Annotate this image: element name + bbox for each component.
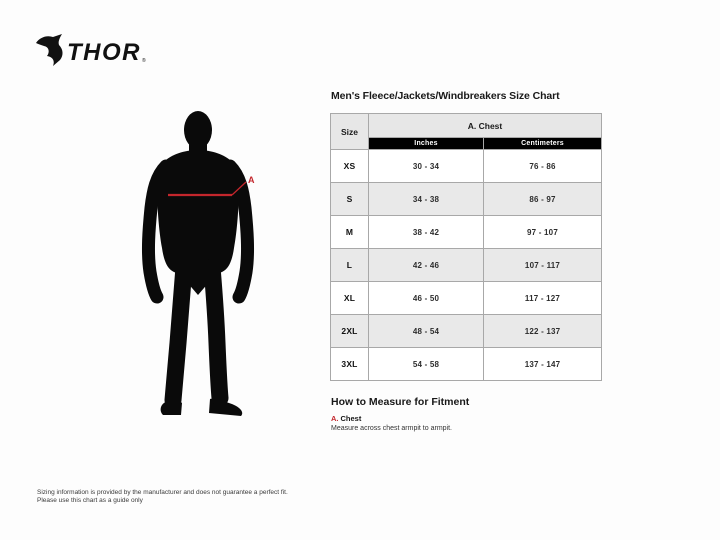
measurement-label-a: A: [248, 175, 255, 185]
brand-logo: [34, 33, 152, 72]
centimeters-cell: 97 - 107: [484, 216, 602, 249]
centimeters-cell: 86 - 97: [484, 183, 602, 216]
size-cell: 2XL: [331, 315, 369, 348]
footer-line-2: Please use this chart as a guide only: [37, 497, 143, 504]
measure-section-heading: How to Measure for Fitment: [331, 396, 470, 408]
centimeters-cell: 117 - 127: [484, 282, 602, 315]
measure-item-label: [331, 414, 361, 423]
centimeters-cell: 122 - 137: [484, 315, 602, 348]
male-silhouette: [120, 95, 310, 425]
centimeters-cell: 137 - 147: [484, 348, 602, 381]
centimeters-cell: 76 - 86: [484, 150, 602, 183]
table-row: [331, 348, 602, 381]
table-row: [331, 249, 602, 282]
size-cell: M: [331, 216, 369, 249]
inches-cell: 34 - 38: [369, 183, 484, 216]
chest-group-header: A. Chest: [369, 114, 602, 138]
table-row: [331, 216, 602, 249]
size-table: [330, 113, 602, 381]
inches-cell: 30 - 34: [369, 150, 484, 183]
footer-line-1: Sizing information is provided by the manufacturer and does not guarantee a perfect fit.: [37, 489, 288, 496]
table-unit-header-row: [331, 138, 602, 150]
table-row: [331, 315, 602, 348]
measure-item-key: A.: [331, 414, 339, 423]
inches-cell: 48 - 54: [369, 315, 484, 348]
size-cell: XL: [331, 282, 369, 315]
centimeters-cell: 107 - 117: [484, 249, 602, 282]
table-row: [331, 282, 602, 315]
inches-cell: 42 - 46: [369, 249, 484, 282]
inches-cell: 54 - 58: [369, 348, 484, 381]
inches-cell: 46 - 50: [369, 282, 484, 315]
brand-reg-mark: ®: [142, 58, 146, 64]
size-cell: XS: [331, 150, 369, 183]
size-cell: L: [331, 249, 369, 282]
inches-column-header: Inches: [369, 138, 484, 150]
footer-disclaimer: [37, 489, 288, 505]
inches-cell: 38 - 42: [369, 216, 484, 249]
table-row: [331, 150, 602, 183]
size-cell: 3XL: [331, 348, 369, 381]
size-cell: S: [331, 183, 369, 216]
thor-horned-helmet-icon: [36, 34, 63, 66]
table-row: [331, 183, 602, 216]
centimeters-column-header: Centimeters: [484, 138, 602, 150]
page-title: Men's Fleece/Jackets/Windbreakers Size Chart: [331, 90, 560, 102]
measure-item-name: Chest: [340, 414, 362, 423]
brand-wordmark: THOR: [67, 39, 141, 66]
table-header-row: [331, 114, 602, 138]
brand-logo-svg: [34, 33, 152, 67]
measurement-figure: [120, 95, 310, 425]
measure-item-description: Measure across chest armpit to armpit.: [331, 425, 452, 432]
size-column-header: Size: [331, 114, 369, 150]
